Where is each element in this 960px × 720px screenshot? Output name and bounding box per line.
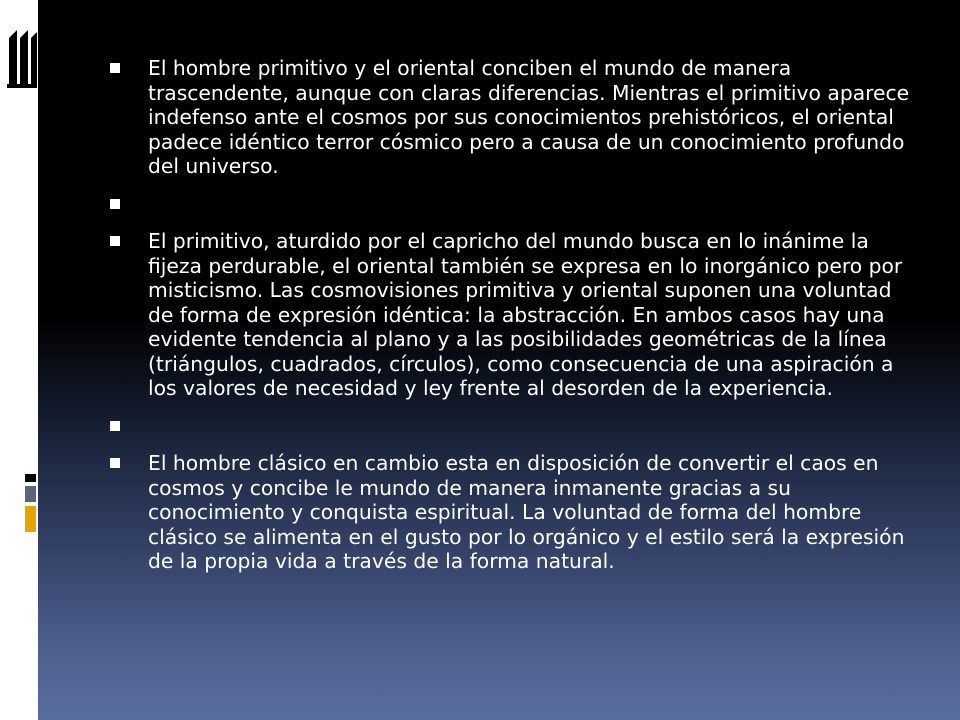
bullet-item <box>110 229 910 401</box>
bullet-text: El hombre clásico en cambio esta en disposición de convertir el caos en cosmos y concibe le mundo de manera inmanente gracias a su conocimiento y conquista espiritual. La voluntad de forma del hombre clásico se alimenta en el gusto por lo orgánico y el estilo será la expresión de la propia vida a través de la forma natural. <box>148 451 905 573</box>
bullet-text: El primitivo, aturdido por el capricho del mundo busca en lo inánime la fijeza perdurable, el oriental también se expresa en lo inorgánico pero por misticismo. Las cosmovisiones primitiva y oriental suponen una voluntad de forma de expresión idéntica: la abstracción. En ambos casos hay una evidente tendencia al plano y a las posibilidades geométricas de la línea (triángulos, cuadrados, círculos), como consecuencia de una aspiración a los valores de necesidad y ley frente al desorden de la experiencia. <box>148 229 903 400</box>
square-bullet-icon <box>110 63 120 73</box>
bullet-item <box>110 56 910 179</box>
accent-bar-dark <box>25 474 36 482</box>
accent-bar-gray <box>25 486 36 502</box>
square-bullet-icon <box>110 199 120 209</box>
bullet-text: El hombre primitivo y el oriental conciben el mundo de manera trascendente, aunque con claras diferencias. Mientras el primitivo aparece indefenso ante el cosmos por sus conocimientos prehistóricos, el oriental padece idéntico terror cósmico pero a causa de un conocimiento profundo del universo. <box>148 56 910 178</box>
bullet-item-empty <box>110 192 910 217</box>
left-accent-strip <box>0 0 38 720</box>
square-bullet-icon <box>110 236 120 246</box>
accent-bar-gold <box>25 506 36 532</box>
bullet-list <box>110 56 910 587</box>
square-bullet-icon <box>110 421 120 431</box>
square-bullet-icon <box>110 458 120 468</box>
document-stack-icon <box>3 26 37 90</box>
bullet-item-empty <box>110 414 910 439</box>
bullet-item <box>110 451 910 574</box>
